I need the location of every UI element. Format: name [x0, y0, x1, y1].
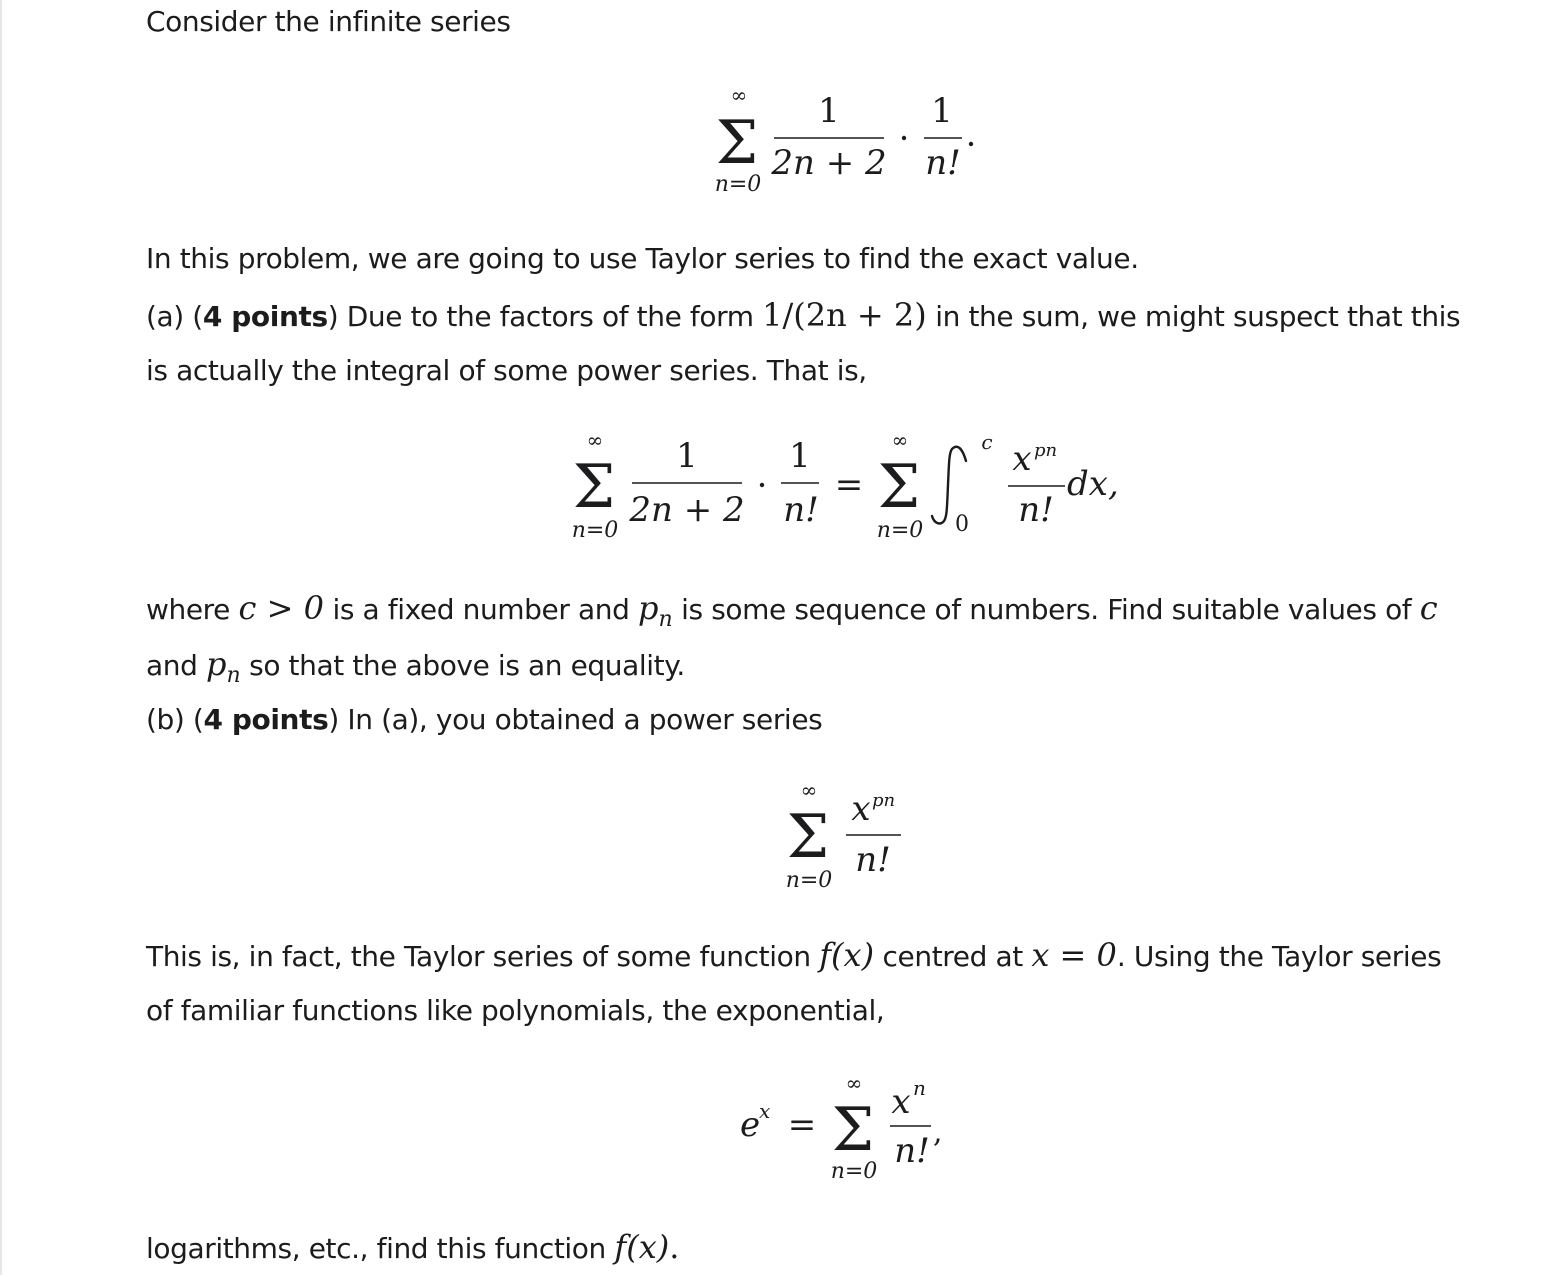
sum-lower-limit: n=0 [830, 1159, 878, 1184]
problem-intro-text: In this problem, we are going to use Taylor series to find the exact value. [146, 242, 1139, 275]
sum-2-sigma-symbol: Σ [877, 452, 921, 522]
denominator: n! [855, 840, 891, 880]
fraction-2-numerator: 1 [931, 91, 953, 131]
sum-sigma-symbol: Σ [715, 108, 759, 178]
taylor-math-center: x = 0 [1031, 936, 1117, 974]
integral-lower-bound: 0 [955, 512, 969, 537]
fraction-1-denominator: 2n + 2 [771, 143, 887, 183]
fraction-1-numerator: 1 [676, 436, 698, 476]
where-paragraph-line-2 [146, 636, 685, 694]
trailing-comma: , [933, 1115, 943, 1150]
fraction-2-denominator: n! [783, 490, 819, 530]
intro-text [146, 0, 511, 50]
numerator-exponent: n [913, 1076, 926, 1100]
terminal-period [969, 142, 973, 146]
fraction-2-numerator: 1 [789, 436, 811, 476]
fraction-1-numerator: 1 [818, 91, 840, 131]
part-a-inline-math: 1/(2n + 2) [762, 296, 927, 334]
where-text-1: where [146, 593, 239, 626]
where-text-2: is a fixed number and [323, 593, 638, 626]
multiplication-dot [760, 483, 764, 487]
part-a-points: 4 points [202, 300, 328, 333]
closing-line [146, 1219, 679, 1277]
fraction-1-denominator: 2n + 2 [629, 490, 745, 530]
where-math-c: c [1419, 589, 1438, 627]
where-line-2-text-1: and [146, 649, 206, 682]
sum-2-upper-limit: ∞ [891, 428, 909, 452]
taylor-line-2-text: of familiar functions like polynomials, the exponential, [146, 994, 885, 1027]
sum-upper-limit: ∞ [586, 428, 604, 452]
sum-upper-limit: ∞ [800, 778, 818, 802]
part-a-line-2 [146, 343, 867, 399]
equation-integral-representation [560, 425, 1140, 555]
equals-sign: = [787, 1105, 817, 1145]
integral-upper-bound: c [981, 430, 993, 454]
sum-upper-limit: ∞ [845, 1071, 863, 1095]
where-line-2-p-subscript: n [226, 663, 241, 688]
taylor-text-3: . Using the Taylor series [1116, 940, 1442, 973]
taylor-math-fx: f(x) [819, 936, 875, 974]
taylor-paragraph-line-2 [146, 983, 884, 1039]
closing-text-1: logarithms, etc., find this function [146, 1232, 615, 1265]
denominator: n! [894, 1131, 930, 1171]
sum-sigma-symbol: Σ [572, 452, 616, 522]
equation-series-1 [700, 80, 1000, 205]
where-line-2-text-2: so that the above is an equality. [240, 649, 685, 682]
part-b-points: 4 points [203, 703, 329, 736]
problem-intro-paragraph [146, 231, 1139, 287]
numerator-base: x [851, 789, 871, 829]
where-paragraph-line-1 [146, 580, 1438, 638]
part-a-line-1 [146, 287, 1460, 345]
fraction-2-denominator: n! [925, 143, 961, 183]
closing-math-fx: f(x) [614, 1228, 670, 1266]
numerator-base: x [891, 1082, 911, 1122]
integrand-numerator-base: x [1012, 439, 1032, 479]
part-b-text: ) In (a), you obtained a power series [328, 703, 823, 736]
taylor-text-1: This is, in fact, the Taylor series of some function [146, 940, 820, 973]
integral-differential: dx, [1067, 464, 1119, 504]
taylor-text-2: centred at [874, 940, 1032, 973]
equation-power-series [775, 775, 925, 895]
equals-sign: = [834, 465, 864, 505]
numerator-exponent: pn [872, 790, 896, 811]
where-math-p-subscript: n [658, 607, 673, 632]
lhs-base: e [740, 1105, 761, 1145]
taylor-paragraph-line-1 [146, 927, 1441, 985]
sum-upper-limit: ∞ [730, 83, 748, 107]
where-line-2-p-base: p [205, 645, 227, 683]
sum-sigma-symbol: Σ [831, 1095, 875, 1165]
sum-sigma-symbol: Σ [786, 802, 830, 872]
part-b-line [146, 692, 822, 748]
closing-period: . [669, 1228, 680, 1266]
part-a-text-2: in the sum, we might suspect that this [926, 300, 1461, 333]
left-margin-rule [0, 0, 2, 1275]
multiplication-dot [902, 136, 906, 140]
equation-exponential-series [735, 1068, 965, 1188]
lhs-exponent: x [759, 1099, 771, 1123]
sum-lower-limit: n=0 [714, 172, 762, 197]
intro-label: Consider the infinite series [146, 5, 511, 38]
where-math-p-base: p [637, 589, 659, 627]
part-a-line-2-text: is actually the integral of some power series. That is, [146, 354, 867, 387]
where-text-3: is some sequence of numbers. Find suitable values of [672, 593, 1420, 626]
sum-2-lower-limit: n=0 [876, 518, 924, 543]
part-b-label: (b) ( [146, 703, 204, 736]
integrand-denominator: n! [1018, 490, 1054, 530]
sum-lower-limit: n=0 [571, 518, 619, 543]
integrand-numerator-exponent: pn [1034, 440, 1058, 461]
part-a-label: (a) ( [146, 300, 203, 333]
part-a-text-1: ) Due to the factors of the form [327, 300, 763, 333]
where-math-c-condition: c > 0 [238, 589, 324, 627]
sum-lower-limit: n=0 [785, 868, 833, 893]
